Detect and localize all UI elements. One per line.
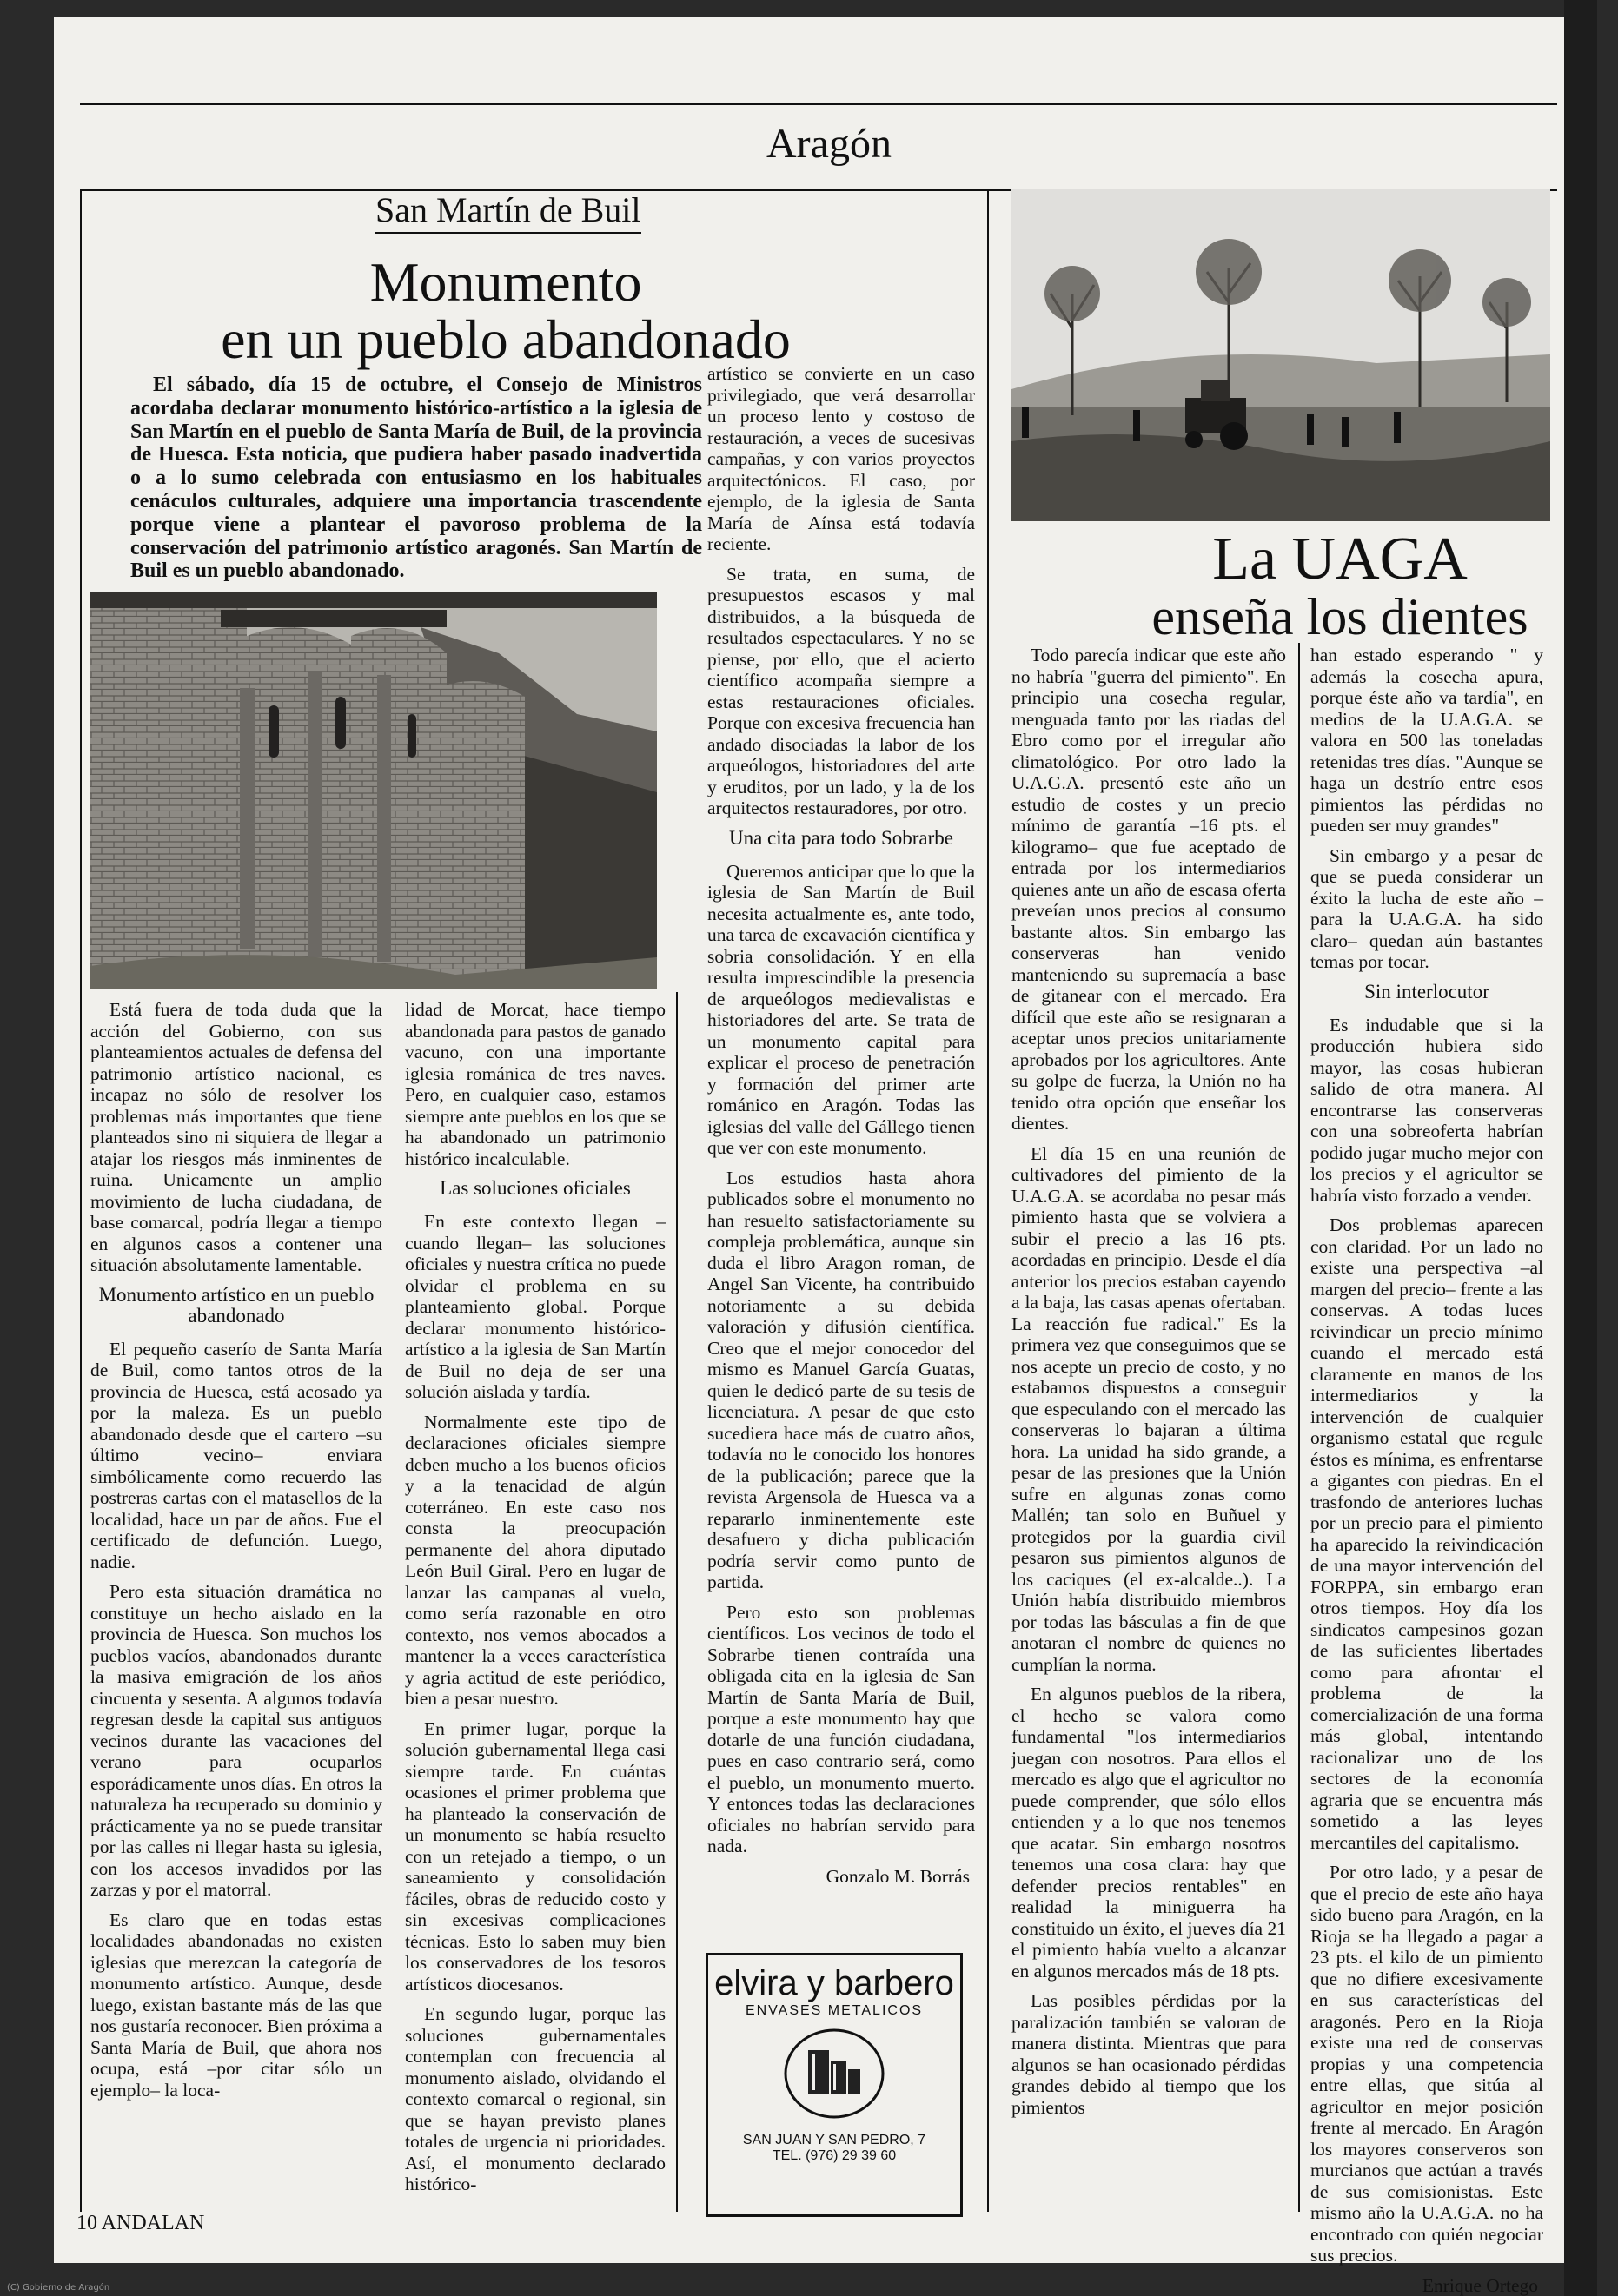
column-divider-a1 [676,992,678,2212]
paragraph: lidad de Morcat, hace tiempo abandonada para pastos de ganado vacuno, con una importante iglesia románica de tres naves. Pero, en cualquier caso, estamos siempre ante pueblos en los que se ha abandonado un patrimonio histórico incalculable. [405,999,666,1169]
field-photo [1011,189,1550,521]
frame-left-rule [80,189,82,2212]
paragraph: El pequeño caserío de Santa María de Buil, como tantos otros de la provincia de Huesca, está acosado ya por la maleza. Es un pueblo abandonado desde que el cartero –su último vecino– enviara simbólicamente como recuerdo las postreras cartas con el matasellos de la localidad, hace un par de años. Fue el certificado de defunción. Luego, nadie. [90,1338,382,1572]
paragraph: artístico se convierte en un caso privilegiado, que verá desarrollar un proceso lento y costoso de restauración, a veces de sucesivas campañas, y con varios proyectos arquitectónicos. El caso, por ejemplo, de la iglesia de Santa María de Aínsa está todavía reciente. [707,363,975,554]
paragraph: Está fuera de toda duda que la acción del Gobierno, con sus planteamientos actuales de defensa del patrimonio artístico nacional, es incapaz no sólo de resolver los problemas más importantes que tiene planteados sino ni siquiera de llegar a atajar los riesgos más inminentes de ruina. Unicamente un amplio movimiento de lucha ciudadana, de base comarcal, podría llegar a tiempo en algunos casos a contener una situación absolutamente lamentable. [90,999,382,1275]
uaga-headline [1062,528,1618,645]
ad-tagline: ENVASES METALICOS [745,2003,924,2018]
page-edge [1564,0,1597,2296]
uaga-column-2 [1310,645,1543,2296]
uaga-headline-line-1: La UAGA [1212,526,1468,592]
paragraph: En segundo lugar, porque las soluciones gubernamentales contemplan con frecuencia al monumento aislado, olvidando el contexto comarcal o regional, sin que se hayan previsto planes totales de urgencia ni prioridades. Así, el monumento declarado histórico- [405,2003,666,2194]
cans-icon [782,2026,886,2121]
headline-line-2: en un pueblo abandonado [221,308,791,370]
paragraph: Pero esto son problemas científicos. Los vecinos de todo el Sobrarbe tienen contraída una obligada cita en la iglesia de San Martín de Santa María de Buil, porque a este monumento hay que dotarle de una función ciudadana, pues en caso contrario será, como el pueblo, un monumento muerto. Y entonces todas las declaraciones oficiales no habrían servido para nada. [707,1601,975,1856]
uaga-signature: Enrique Ortego [1422,2274,1538,2296]
paragraph: En primer lugar, porque la solución gubernamental llega casi siempre tarde. En cuántas ocasiones el primer problema que ha planteado la conservación de un monumento se había resuelto con un retejado a tiempo, o un saneamiento y consolidación fáciles, obras de reducido costo y sin excesivas complicaciones técnicas. Esto lo saben muy bien los conservadores de los tesoros artísticos diocesanos. [405,1717,666,1995]
top-rule [80,103,1557,105]
article-lead: El sábado, día 15 de octubre, el Consejo de Ministros acordaba declarar monumento histórico-artístico a la iglesia de San Martín en el pueblo de Santa María de Buil, de la provincia de Huesca. Esta noticia, que pudiera haber pasado inadvertida o a lo sumo celebrada con entusiasmo en los habituales cenáculos culturales, adquiere una importancia trascendente porque viene a plantear el pavoroso problema de la conservación del patrimonio artístico aragonés. San Martín de Buil es un pueblo abandonado. [130,374,702,583]
paragraph: Normalmente este tipo de declaraciones oficiales siempre deben mucho a los buenos oficios y a la tenacidad de algún coterráneo. En este caso nos consta la preocupación permanente del ahora diputado León Buil Giral. Pero en lugar de lanzar las campanas al vuelo, como sería razonable en otro contexto, nos vemos abocados a mantener la a veces característica y agria actitud de este periódico, bien a pesar nuestro. [405,1411,666,1709]
article-kicker: San Martín de Buil [375,189,641,234]
paragraph: El día 15 en una reunión de cultivadores del pimiento de la U.A.G.A. se acordaba no pesar más pimiento hasta que se volviera a subir el precio a las 16 pts. acordadas en principio. Desde el día anterior los precios estaban cayendo a la baja, las casas apenas ofertaban. La reacción fue radical." Es la primera vez que conseguimos que se nos acepte un precio de costo, y no estabamos dispuestos a conseguir que especulando con el mercado las conserveras lo bajaran a última hora. La unidad ha sido grande, a pesar de las presiones que la Unión sufre en algunas zonas como Mallén; tan solo en Buñuel y protegidos por la guardia civil pesaron sus pimientos algunos de los caciques (el ex-alcalde..). La Unión había distribuido miembros por todas las básculas a fin de que anotaran el nombre de quienes no cumplían la norma. [1011,1142,1286,1675]
paragraph: Dos problemas aparecen con claridad. Por un lado no existe una perspectiva –al margen del precio– frente a las conservas. A todas luces reivindicar un precio mínimo cuando el mercado está claramente en manos de los intermediarios y la intervención de cualquier organismo estatal que regule éstos es mínima, es enfrentarse a gigantes con piedras. En el trasfondo de anteriores luchas por un precio para el pimiento ha aparecido la reivindicación de una mayor intervención del FORPPA, sin embargo eran otros tiempos. Hoy día los sindicatos campesinos gozan de las suficientes libertades como para afrontar el problema de la comercialización de una forma más global, intentando racionalizar uno de los sectores de la economía agraria que se encuentra más sometido a las leyes mercantiles del capitalismo. [1310,1214,1543,1853]
uaga-headline-line-2: enseña los dientes [1151,588,1528,646]
paragraph: Se trata, en suma, de presupuestos escasos y mal distribuidos, a la búsqueda de resultados espectaculares. Y no se piense, por ello, que el acierto científico acompaña siempre a estas restauraciones oficiales. Porque con excesiva frecuencia han andado disociadas la labor de los arqueólogos, historiadores del arte y eruditos, por un lado, y la de los arquitectos restauradores, por otro. [707,563,976,818]
paragraph: En este contexto llegan –cuando llegan– las soluciones oficiales y nuestra crítica no puede olvidar el problema en su planteamiento global. Porque declarar monumento histórico-artístico a la iglesia de San Martín de Buil no deja de ser una solución aislada y tardía. [405,1211,666,1402]
paragraph: Los estudios hasta ahora publicados sobre el monumento no han resuelto satisfactoriamente su compleja problemática, aunque sin duda el libro Aragon roman, de Angel San Vicente, ha contribuido notoriamente a su debida valoración y difusión científica. Creo que el mejor conocedor del mismo es Manuel García Guatas, quien le dedicó parte de su tesis de licenciatura. A pesar de que esto sucediera hace más de cuatro años, todavía no le conocido los honores de la publicación; parece que la revista Argensola de Huesca va a repararlo inminentemente este desafuero y dicha publicación podría servir como punto de partida. [707,1167,975,1592]
article-column-3 [707,363,975,1951]
column-divider-main [987,189,989,2212]
column-divider-a2 [1298,643,1300,2212]
paragraph: Por otro lado, y a pesar de que el precio de este año haya sido bueno para Aragón, en la Rioja se ha llegado a pagar a 23 pts. el kilo de un pimiento que no difiere excesivamente en sus características del aragonés. Pero en la Rioja existe una red de conservas propias y una competencia entre ellas, que sitúa al agricultor en mejor posición frente al mercado. En Aragón los mayores conserveros son murcianos que actúan a través de sus comisionistas. Este mismo año la U.A.G.A. no ha encontrado con quién negociar sus precios. [1310,1862,1543,2266]
paragraph: Sin embargo y a pesar de que se pueda considerar un éxito la lucha de este año –para la U.A.G.A. ha sido claro– quedan aún bastantes temas por tocar. [1310,844,1543,972]
ad-phone: TEL. (976) 29 39 60 [772,2148,897,2163]
paragraph: Pero esta situación dramática no constituye un hecho aislado en la provincia de Huesca. Son muchos los pueblos vacíos, abandonados durante la masiva emigración de los años cincuenta y sesenta. A algunos todavía regresan desde la capital sus antiguos vecinos durante las vacaciones del verano para ocuparlos esporádicamente unos días. En otros la naturaleza ha recuperado su dominio y prácticamente ya no se puede transitar por las calles ni llegar hasta su iglesia, con los accesos invadidos por las zarzas y por el matorral. [90,1581,382,1900]
paragraph: Es claro que en todas estas localidades abandonadas no existen iglesias que merezcan la categoría de monumento artístico. Aunque, desde luego, existan bastante más de las que nos gustaría reconocer. Bien próxima a Santa María de Buil, que ahora nos ocupa, está –por citar sólo un ejemplo– la loca- [90,1909,382,2101]
article-signature: Gonzalo M. Borrás [826,1865,970,1887]
subhead: Monumento artístico en un pueblo abandonado [98,1283,375,1327]
uaga-column-1 [1011,645,1286,2217]
article-column-1 [90,999,382,2215]
subhead: Una cita para todo Sobrarbe [728,826,953,849]
paragraph: Es indudable que si la producción hubiera sido mayor, las cosas hubieran salido de otra manera. Al encontrarse las conserveras con una sobreoferta habrían podido jugar mucho mejor con los precios y el agricultor se habría visto forzado a vender. [1310,1014,1543,1206]
image-credit: (C) Gobierno de Aragón [7,2283,110,2293]
ad-address: SAN JUAN Y SAN PEDRO, 7 [742,2133,926,2147]
article-column-2 [405,999,666,2215]
paragraph: han estado esperando " y además la cosecha apura, porque éste año va tardía", en medios de la U.A.G.A. se valora en 500 las toneladas retenidas tres días. "Aunque se haga un destrío entre esos pimientos las pérdidas no pueden ser muy grandes" [1310,645,1543,836]
church-photo [90,592,657,989]
ad-brand: elvira y barbero [714,1964,954,2002]
paragraph: Las posibles pérdidas por la paralización también se valoran de manera distinta. Mientras que para algunos se han ocasionado pérdidas grandes debido al tiempo que los pimientos [1011,1990,1286,2118]
advertisement [706,1953,963,2217]
subhead: Las soluciones oficiales [440,1177,631,1199]
article-headline [141,251,871,370]
paragraph: Queremos anticipar que lo que la iglesia de San Martín de Buil necesita actualmente es, ante todo, una tarea de excavación científica y sobria consolidación. Y en ella resulta imprescindible la presencia de arqueólogos medievalistas e historiadores del arte. Se trata de un monumento capital para explicar el proceso de penetración y formación del primer arte románico en Aragón. Todas las iglesias del valle del Gállego tienen que ver con este monumento. [707,860,975,1158]
section-title: Aragón [766,121,892,167]
subhead: Sin interlocutor [1364,980,1489,1002]
paragraph: En algunos pueblos de la ribera, el hecho se valora como fundamental "los intermediarios juegan con nosotros. Para ellos el mercado es algo que el agricultor no puede comprender, que sólo ellos entienden y a lo que nos tenemos que acatar. Sin embargo nosotros tenemos una cosa clara: hay que defender precios rentables" en realidad la miniguerra ha constituido un éxito, el jueves día 21 el pimiento había vuelto a alcanzar en algunos mercados más de 18 pts. [1011,1684,1286,1982]
page-folio: 10 ANDALAN [76,2212,205,2234]
paragraph: Todo parecía indicar que este año no habría "guerra del pimiento". En principio una cosecha regular, menguada tanto por las riadas del Ebro como por el irregular año climatológico. Por otro lado la U.A.G.A. presentó este año un estudio de costes y un precio mínimo de garantía –16 pts. el kilogramo– que fue aceptado de entrada por los intermediarios quienes ante un año de escasa oferta preveían unos precios al consumo bastante altos. Sin embargo las conserveras han venido manteniendo su supremacía a base de gitanear con el mercado. Era difícil que este año se resignaran a aceptar unos precios unitariamente aprobados por los agricultores. Ante su golpe de fuerza, la Unión no ha tenido otra opción que enseñar los dientes. [1011,645,1286,1134]
headline-line-1: Monumento [369,251,642,313]
